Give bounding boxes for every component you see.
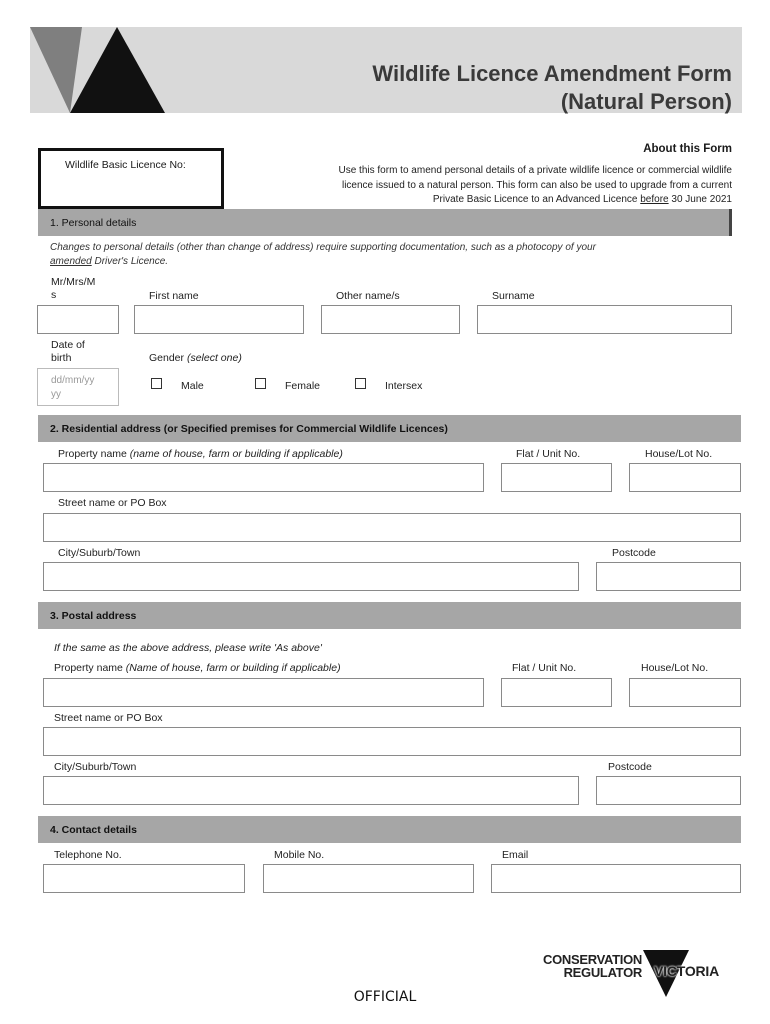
res-property-label: Property name (name of house, farm or building if applicable) bbox=[58, 448, 343, 460]
section-1-note: Changes to personal details (other than change of address) require supporting documentation, such as a photocopy of your amended Driver's Licence. bbox=[50, 242, 596, 267]
email-label: Email bbox=[502, 849, 529, 861]
dob-label: Date of birth bbox=[51, 339, 85, 364]
postal-street-input[interactable] bbox=[43, 727, 741, 756]
res-house-label: House/Lot No. bbox=[645, 448, 713, 460]
res-street-input[interactable] bbox=[43, 513, 741, 542]
official-marking: OFFICIAL bbox=[353, 989, 417, 1005]
postal-city-label: City/Suburb/Town bbox=[54, 761, 137, 773]
postal-street-label: Street name or PO Box bbox=[54, 712, 163, 724]
postal-postcode-label: Postcode bbox=[608, 761, 652, 773]
about-line-2: licence issued to a natural person. This form can also be used to upgrade from a current bbox=[341, 179, 732, 191]
section-2-heading: 2. Residential address (or Specified premises for Commercial Wildlife Licences) bbox=[50, 423, 448, 435]
about-heading: About this Form bbox=[643, 143, 732, 155]
gender-label: Gender (select one) bbox=[149, 352, 242, 364]
res-flat-input[interactable] bbox=[501, 463, 612, 492]
section-4-heading: 4. Contact details bbox=[50, 824, 137, 836]
postal-flat-input[interactable] bbox=[501, 678, 612, 707]
res-flat-label: Flat / Unit No. bbox=[516, 448, 581, 460]
section-1-heading: 1. Personal details bbox=[50, 217, 137, 229]
postal-house-label: House/Lot No. bbox=[641, 662, 709, 674]
res-house-input[interactable] bbox=[629, 463, 741, 492]
about-text bbox=[339, 164, 733, 208]
res-postcode-input[interactable] bbox=[596, 562, 741, 591]
light-triangle bbox=[30, 27, 82, 113]
other-names-label: Other name/s bbox=[336, 290, 400, 302]
title-input[interactable] bbox=[37, 305, 119, 334]
about-line-1: Use this form to amend personal details of a private wildlife licence or commercial wildlife bbox=[338, 165, 732, 176]
telephone-label: Telephone No. bbox=[54, 849, 122, 861]
section-3-bar bbox=[38, 602, 741, 629]
title-line-1: Wildlife Licence Amendment Form bbox=[372, 61, 732, 86]
postal-city-input[interactable] bbox=[43, 776, 579, 805]
licence-number-box[interactable] bbox=[38, 148, 224, 209]
section-4-bar bbox=[38, 816, 741, 843]
gender-female-label: Female bbox=[285, 380, 321, 392]
title-label: Mr/Mrs/M s bbox=[51, 276, 96, 301]
postal-note: If the same as the above address, please write 'As above' bbox=[54, 642, 322, 654]
first-name-input[interactable] bbox=[134, 305, 304, 334]
section-2-bar bbox=[38, 415, 741, 442]
first-name-label: First name bbox=[149, 290, 199, 302]
postal-property-label: Property name (Name of house, farm or building if applicable) bbox=[54, 662, 341, 674]
other-names-input[interactable] bbox=[321, 305, 460, 334]
res-city-label: City/Suburb/Town bbox=[58, 547, 141, 559]
gender-female-checkbox[interactable] bbox=[255, 378, 266, 389]
dob-placeholder: dd/mm/yy yy bbox=[51, 375, 95, 400]
section-1-bar bbox=[38, 209, 732, 236]
email-input[interactable] bbox=[491, 864, 741, 893]
mobile-input[interactable] bbox=[263, 864, 474, 893]
surname-label: Surname bbox=[492, 290, 535, 302]
dob-input[interactable] bbox=[37, 368, 119, 406]
header-triangle-logo bbox=[30, 27, 165, 113]
logo-line-2: REGULATOR bbox=[563, 965, 642, 980]
page-title bbox=[372, 60, 732, 116]
res-city-input[interactable] bbox=[43, 562, 579, 591]
postal-house-input[interactable] bbox=[629, 678, 741, 707]
logo-state: VICTORIA bbox=[654, 963, 720, 979]
logo-line-1: CONSERVATION bbox=[543, 952, 642, 967]
surname-input[interactable] bbox=[477, 305, 732, 334]
res-property-input[interactable] bbox=[43, 463, 484, 492]
title-line-2: (Natural Person) bbox=[560, 89, 732, 114]
telephone-input[interactable] bbox=[43, 864, 245, 893]
postal-property-input[interactable] bbox=[43, 678, 484, 707]
gender-male-label: Male bbox=[181, 380, 204, 392]
dark-triangle bbox=[70, 27, 165, 113]
section-3-heading: 3. Postal address bbox=[50, 610, 137, 622]
res-postcode-label: Postcode bbox=[612, 547, 656, 559]
mobile-label: Mobile No. bbox=[274, 849, 325, 861]
licence-number-label: Wildlife Basic Licence No: bbox=[65, 159, 186, 171]
gender-intersex-checkbox[interactable] bbox=[355, 378, 366, 389]
about-line-3: Private Basic Licence to an Advanced Licence before 30 June 2021 bbox=[432, 194, 732, 205]
gender-intersex-label: Intersex bbox=[385, 380, 423, 392]
postal-postcode-input[interactable] bbox=[596, 776, 741, 805]
postal-flat-label: Flat / Unit No. bbox=[512, 662, 577, 674]
gender-male-checkbox[interactable] bbox=[151, 378, 162, 389]
res-street-label: Street name or PO Box bbox=[58, 497, 167, 509]
about-before: before bbox=[640, 194, 669, 205]
